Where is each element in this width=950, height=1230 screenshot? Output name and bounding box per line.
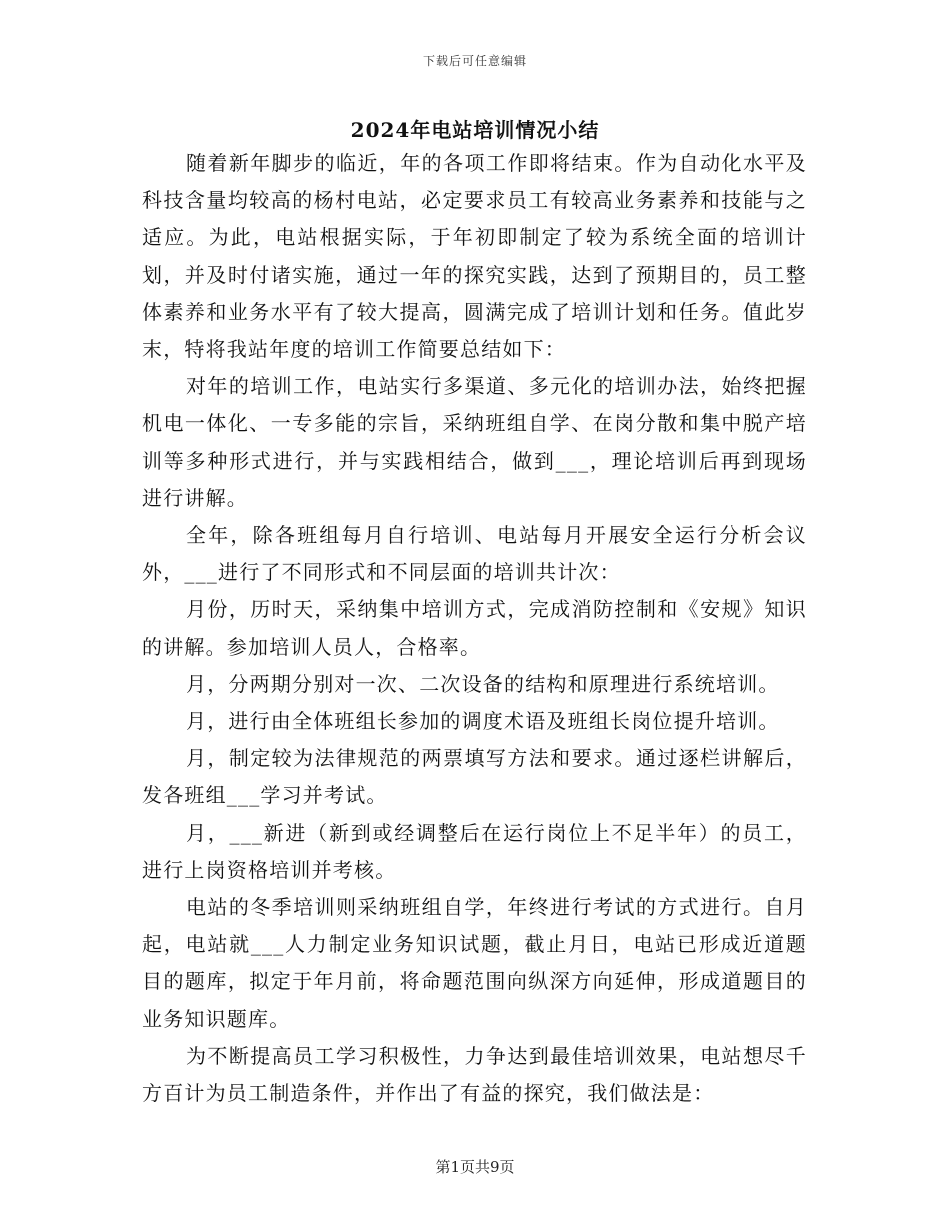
document-body (142, 145, 807, 1112)
page-number: 第1页共9页 (435, 1158, 515, 1176)
document-title: 2024年电站培训情况小结 (350, 118, 600, 142)
paragraph-work-ticket-training: 月，制定较为法律规范的两票填写方法和要求。通过逐栏讲解后，发各班组___学习并考试。 (142, 746, 807, 808)
paragraph-fire-safety-training: 月份，历时天，采纳集中培训方式，完成消防控制和《安规》知识的讲解。参加培训人员人，合格率。 (142, 597, 807, 659)
paragraph-intro: 随着新年脚步的临近，年的各项工作即将结束。作为自动化水平及科技含量均较高的杨村电站，必定要求员工有较高业务素养和技能与之适应。为此，电站根据实际，于年初即制定了较为系统全面的培训计划，并及时付诸实施，通过一年的探究实践，达到了预期目的，员工整体素养和业务水平有了较大提高，圆满完成了培训计划和任务。值此岁末，特将我站年度的培训工作简要总结如下： (142, 151, 807, 362)
paragraph-winter-training: 电站的冬季培训则采纳班组自学，年终进行考试的方式进行。自月起，电站就___人力制定业务知识试题，截止月日，电站已形成近道题目的题库，拟定于年月前，将命题范围向纵深方向延伸，形成道题目的业务知识题库。 (142, 895, 807, 1031)
paragraph-methods-intro: 为不断提高员工学习积极性，力争达到最佳培训效果，电站想尽千方百计为员工制造条件，并作出了有益的探究，我们做法是： (142, 1043, 807, 1106)
paragraph-training-approach: 对年的培训工作，电站实行多渠道、多元化的培训办法，始终把握机电一体化、一专多能的宗旨，采纳班组自学、在岗分散和集中脱产培训等多种形式进行，并与实践相结合，做到___，理论培训后再到现场进行讲解。 (142, 374, 807, 510)
page-header-note: 下载后可任意编辑 (422, 54, 527, 68)
paragraph-annual-overview: 全年，除各班组每月自行培训、电站每月开展安全运行分析会议外，___进行了不同形式和不同层面的培训共计次： (142, 523, 807, 585)
paragraph-new-staff-training: 月，___新进（新到或经调整后在运行岗位上不足半年）的员工，进行上岗资格培训并考核。 (142, 820, 807, 882)
paragraph-team-leader-training: 月，进行由全体班组长参加的调度术语及班组长岗位提升培训。 (186, 709, 780, 734)
paragraph-equipment-training: 月，分两期分别对一次、二次设备的结构和原理进行系统培训。 (186, 671, 780, 696)
